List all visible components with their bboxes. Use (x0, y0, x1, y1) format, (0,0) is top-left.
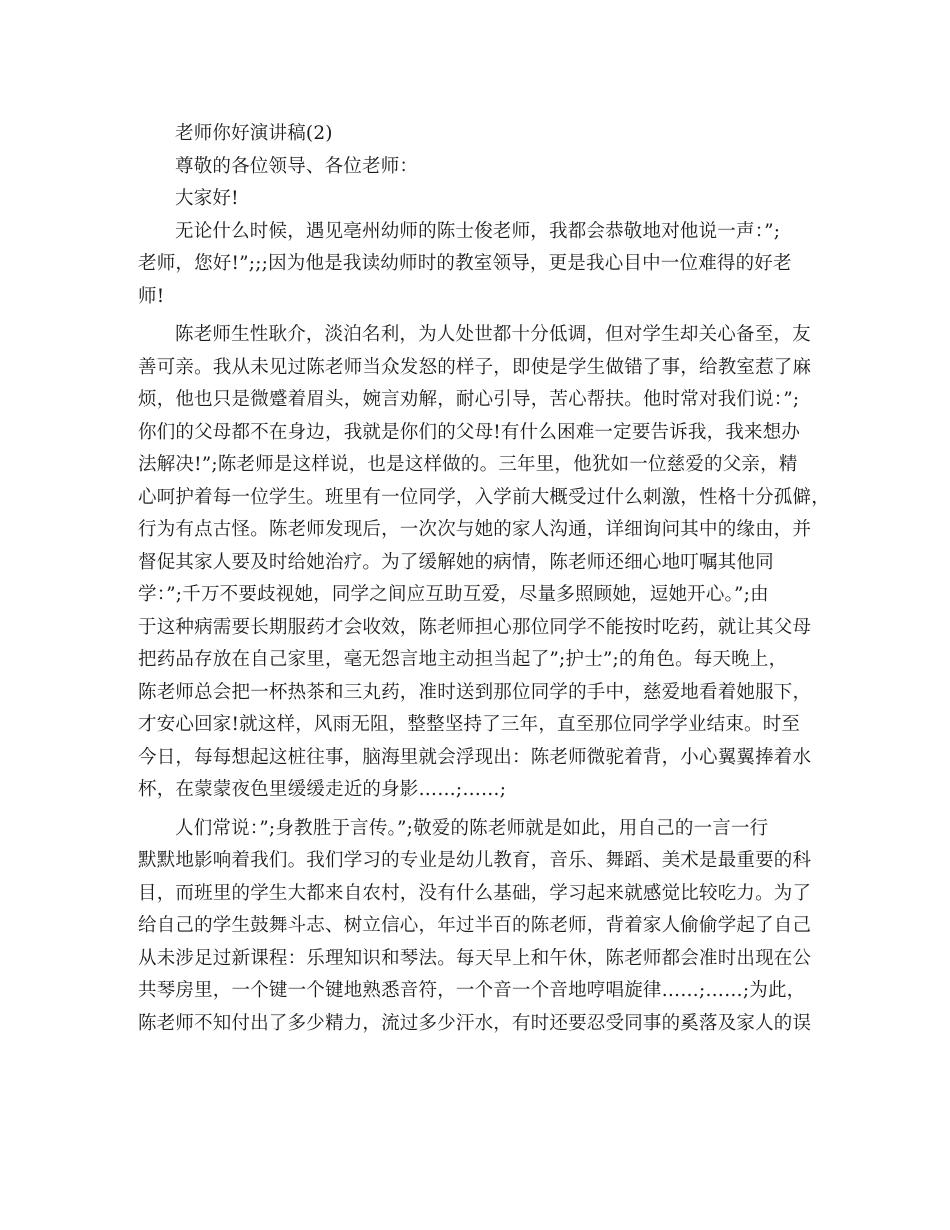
paragraph-line: 目，而班里的学生大都来自农村，没有什么基础，学习起来就感觉比较吃力。为了 (138, 882, 812, 904)
paragraph-line: 法解决!”;陈老师是这样说，也是这样做的。三年里，他犹如一位慈爱的父亲，精 (138, 454, 798, 475)
paragraph-line: 陈老师不知付出了多少精力，流过多少汗水，有时还要忍受同事的奚落及家人的误 (138, 1012, 812, 1034)
paragraph-line: 人们常说：”;身教胜于言传。”;敬爱的陈老师就是如此，用自己的一言一行 (175, 817, 769, 839)
greeting: 大家好! (175, 188, 239, 209)
paragraph-line: 老师，您好!”;;;因为他是我读幼师时的教室领导，更是我心目中一位难得的好老 (138, 253, 792, 274)
paragraph-2 (138, 319, 830, 807)
paragraph-3 (138, 813, 814, 1041)
paragraph-line: 陈老师生性耿介，淡泊名利，为人处世都十分低调，但对学生却关心备至，友 (175, 324, 811, 345)
document-body (138, 118, 830, 1040)
paragraph-line: 才安心回家!就这样，风雨无阻，整整坚持了三年，直至那位同学学业结束。时至 (138, 714, 801, 735)
paragraph-line: 行为有点古怪。陈老师发现后，一次次与她的家人沟通，详细询问其中的缘由，并 (138, 519, 812, 540)
paragraph-line: 于这种病需要长期服药才会收效，陈老师担心那位同学不能按时吃药，就让其父母 (138, 616, 812, 638)
paragraph-line: 督促其家人要及时给她治疗。为了缓解她的病情，陈老师还细心地叮嘱其他同 (138, 551, 774, 573)
paragraph-line: 陈老师总会把一杯热茶和三丸药，准时送到那位同学的手中，慈爱地看着她服下， (138, 681, 812, 703)
paragraph-line: 学：”;千万不要歧视她，同学之间应互助互爱，尽量多照顾她，逗她开心。”;由 (138, 584, 769, 605)
paragraph-line: 善可亲。我从未见过陈老师当众发怒的样子，即使是学生做错了事，给教室惹了麻 (138, 356, 812, 378)
paragraph-line: 默默地影响着我们。我们学习的专业是幼儿教育，音乐、舞蹈、美术是最重要的科 (138, 850, 812, 871)
paragraph-1 (138, 216, 814, 314)
paragraph-line: 杯，在蒙蒙夜色里缓缓走近的身影……;……; (138, 779, 507, 800)
paragraph-line: 烦，他也只是微蹙着眉头，婉言劝解，耐心引导，苦心帮扶。他时常对我们说：”; (138, 389, 800, 410)
paragraph-line: 给自己的学生鼓舞斗志、树立信心，年过半百的陈老师，背着家人偷偷学起了自己 (138, 915, 812, 936)
paragraph-line: 师! (138, 285, 165, 307)
salutation: 尊敬的各位领导、各位老师： (175, 155, 419, 177)
paragraph-line: 无论什么时候，遇见亳州幼师的陈士俊老师，我都会恭敬地对他说一声：”; (175, 220, 781, 242)
document-title: 老师你好演讲稿(2) (175, 123, 333, 144)
paragraph-line: 你们的父母都不在身边，我就是你们的父母!有什么困难一定要告诉我，我来想办 (138, 421, 801, 443)
paragraph-line: 今日，每每想起这桩往事，脑海里就会浮现出：陈老师微驼着背，小心翼翼捧着水 (138, 746, 812, 768)
paragraph-line: 从未涉足过新课程：乐理知识和琴法。每天早上和午休，陈老师都会准时出现在公 (138, 947, 812, 969)
paragraph-line: 把药品存放在自己家里，毫无怨言地主动担当起了”;护士”;的角色。每天晚上， (138, 649, 788, 670)
paragraph-line: 共琴房里，一个键一个键地熟悉音符，一个音一个音地哼唱旋律……;……;为此， (138, 980, 806, 1001)
paragraph-line: 心呵护着每一位学生。班里有一位同学，入学前大概受过什么刺激，性格十分孤僻， (138, 486, 830, 508)
